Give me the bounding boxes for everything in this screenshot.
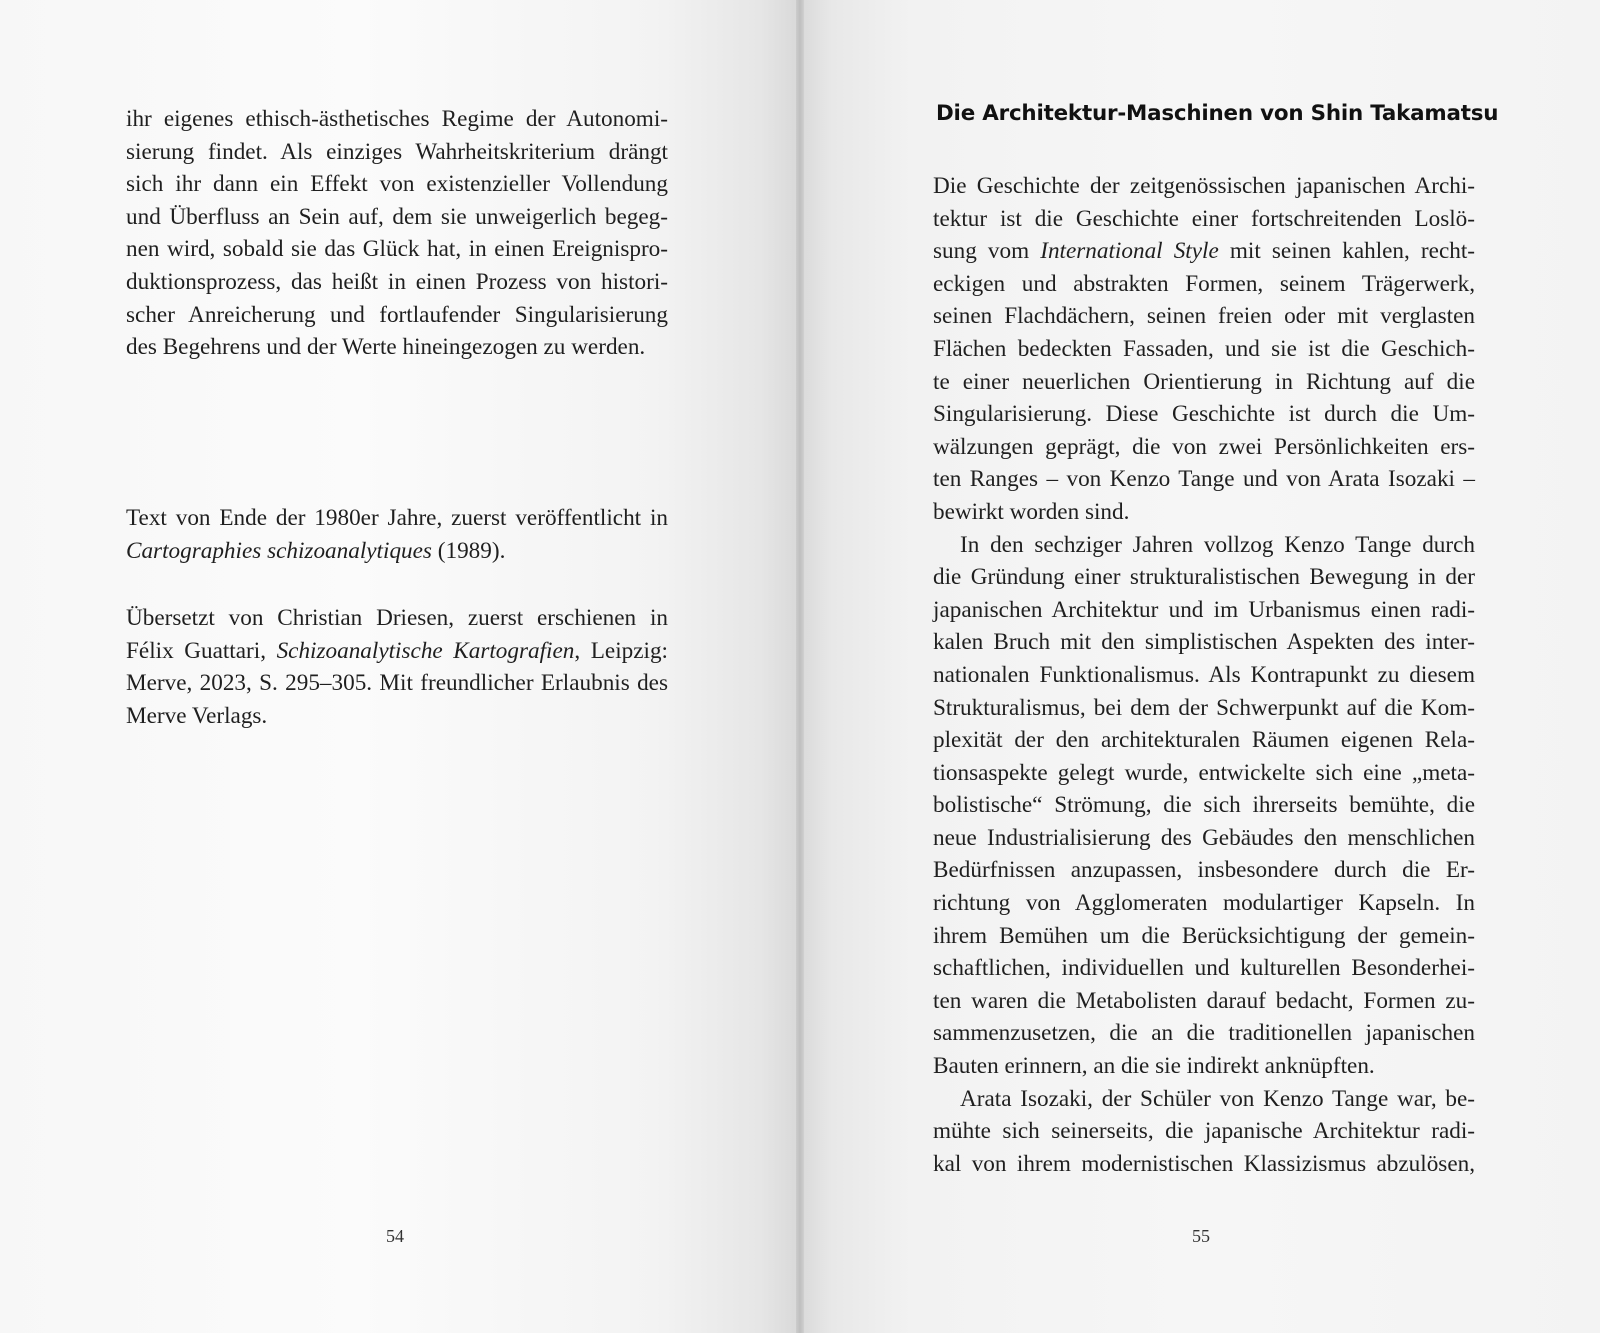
text-line: ihr eigenes ethisch-ästhetisches Regime der Autonomi- bbox=[126, 106, 668, 132]
text-line: tektur ist die Geschichte einer fortschreitenden Loslö- bbox=[933, 205, 1475, 232]
translation-note bbox=[126, 602, 668, 732]
text-line: ihrem Bemühen um die Berücksichtigung der gemein- bbox=[933, 922, 1475, 949]
text-line bbox=[126, 535, 668, 568]
page-number: 55 bbox=[1192, 1226, 1210, 1246]
text-line: nationalen Funktionalismus. Als Kontrapunkt zu diesem bbox=[933, 661, 1475, 688]
text-line: sich ihr dann ein Effekt von existenzieller Vollendung bbox=[126, 171, 668, 198]
text-line bbox=[126, 635, 668, 668]
source-note bbox=[126, 502, 668, 567]
text-line: kalen Bruch mit den simplistischen Aspekten des inter- bbox=[933, 629, 1475, 656]
text-line: Die Geschichte der zeitgenössischen japanischen Archi- bbox=[933, 173, 1475, 199]
book-spine-shadow bbox=[796, 0, 804, 1333]
text-line: scher Anreicherung und fortlaufender Singularisierung bbox=[126, 301, 668, 328]
text-line: mühte sich seinerseits, die japanische Architektur radi- bbox=[933, 1118, 1475, 1145]
italic-term: International Style bbox=[1040, 238, 1219, 265]
text-line: Text von Ende der 1980er Jahre, zuerst veröffentlicht in bbox=[126, 505, 668, 531]
text-line: Flächen bedeckten Fassaden, und sie ist die Geschich- bbox=[933, 335, 1475, 362]
text-line: bewirkt worden sind. bbox=[933, 498, 1130, 525]
text-fragment: (1989). bbox=[431, 537, 506, 564]
text-line: bolistische“ Strömung, die sich ihrerseits bemühte, die bbox=[933, 792, 1475, 819]
text-line bbox=[933, 235, 1475, 268]
text-line: sammenzusetzen, die an die traditionellen japanischen bbox=[933, 1020, 1475, 1047]
text-line: Arata Isozaki, der Schüler von Kenzo Tange war, be- bbox=[960, 1085, 1475, 1112]
text-line: ten waren die Metabolisten darauf bedacht, Formen zu- bbox=[933, 987, 1475, 1014]
text-line: neue Industrialisierung des Gebäudes den menschlichen bbox=[933, 824, 1475, 851]
text-line: eckigen und abstrakten Formen, seinem Trägerwerk, bbox=[933, 270, 1475, 297]
text-line: wälzungen geprägt, die von zwei Persönlichkeiten ers- bbox=[933, 433, 1475, 460]
text-fragment: , Leipzig: bbox=[574, 637, 668, 664]
text-line: Singularisierung. Diese Geschichte ist durch die Um- bbox=[933, 401, 1475, 428]
text-line: tionsaspekte gelegt wurde, entwickelte sich eine „meta- bbox=[933, 759, 1475, 786]
text-line: sierung findet. Als einziges Wahrheitskriterium drängt bbox=[126, 138, 668, 165]
text-line: In den sechziger Jahren vollzog Kenzo Tange durch bbox=[960, 531, 1475, 558]
text-line: schaftlichen, individuellen und kulturellen Besonderhei- bbox=[933, 955, 1475, 982]
text-line: Merve Verlags. bbox=[126, 702, 268, 729]
text-line: japanischen Architektur und im Urbanismus einen radi- bbox=[933, 596, 1475, 623]
italic-title: Schizoanalytische Kartografien bbox=[276, 637, 575, 664]
right-main-text bbox=[933, 170, 1475, 1180]
text-line: richtung von Agglomeraten modulartiger Kapseln. In bbox=[933, 890, 1475, 917]
chapter-heading: Die Architektur-Maschinen von Shin Takamatsu bbox=[936, 101, 1499, 126]
text-line: und Überfluss an Sein auf, dem sie unweigerlich begeg- bbox=[126, 203, 668, 230]
text-line: Strukturalismus, bei dem der Schwerpunkt auf die Kom- bbox=[933, 694, 1475, 721]
text-line: kal von ihrem modernistischen Klassizismus abzulösen, bbox=[933, 1150, 1475, 1177]
text-line: duktionsprozess, das heißt in einen Prozess von histori- bbox=[126, 268, 668, 295]
text-line: Bedürfnissen anzupassen, insbesondere durch die Er- bbox=[933, 857, 1475, 884]
right-page bbox=[800, 0, 1600, 1333]
text-fragment: sung vom bbox=[933, 238, 1041, 265]
text-line: ten Ranges – von Kenzo Tange und von Arata Isozaki – bbox=[933, 466, 1475, 493]
text-line: te einer neuerlichen Orientierung in Richtung auf die bbox=[933, 368, 1475, 395]
text-fragment: mit seinen kahlen, recht- bbox=[1218, 238, 1475, 265]
text-line: Merve, 2023, S. 295–305. Mit freundlicher Erlaubnis des bbox=[126, 670, 668, 697]
text-line: Übersetzt von Christian Driesen, zuerst erschienen in bbox=[126, 605, 668, 631]
page-number: 54 bbox=[386, 1226, 404, 1246]
text-line: seinen Flachdächern, seinen freien oder mit verglasten bbox=[933, 303, 1475, 330]
text-line: Bauten erinnern, an die sie indirekt anknüpften. bbox=[933, 1053, 1375, 1080]
italic-title: Cartographies schizoanalytiques bbox=[126, 537, 432, 564]
text-line: nen wird, sobald sie das Glück hat, in einen Ereignispro- bbox=[126, 236, 668, 263]
text-fragment: Félix Guattari, bbox=[126, 637, 277, 664]
left-main-paragraph bbox=[126, 103, 668, 364]
text-line: plexität der den architekturalen Räumen eigenen Rela- bbox=[933, 727, 1475, 754]
text-line: die Gründung einer strukturalistischen Bewegung in der bbox=[933, 564, 1475, 591]
text-line: des Begehrens und der Werte hineingezogen zu werden. bbox=[126, 334, 646, 361]
